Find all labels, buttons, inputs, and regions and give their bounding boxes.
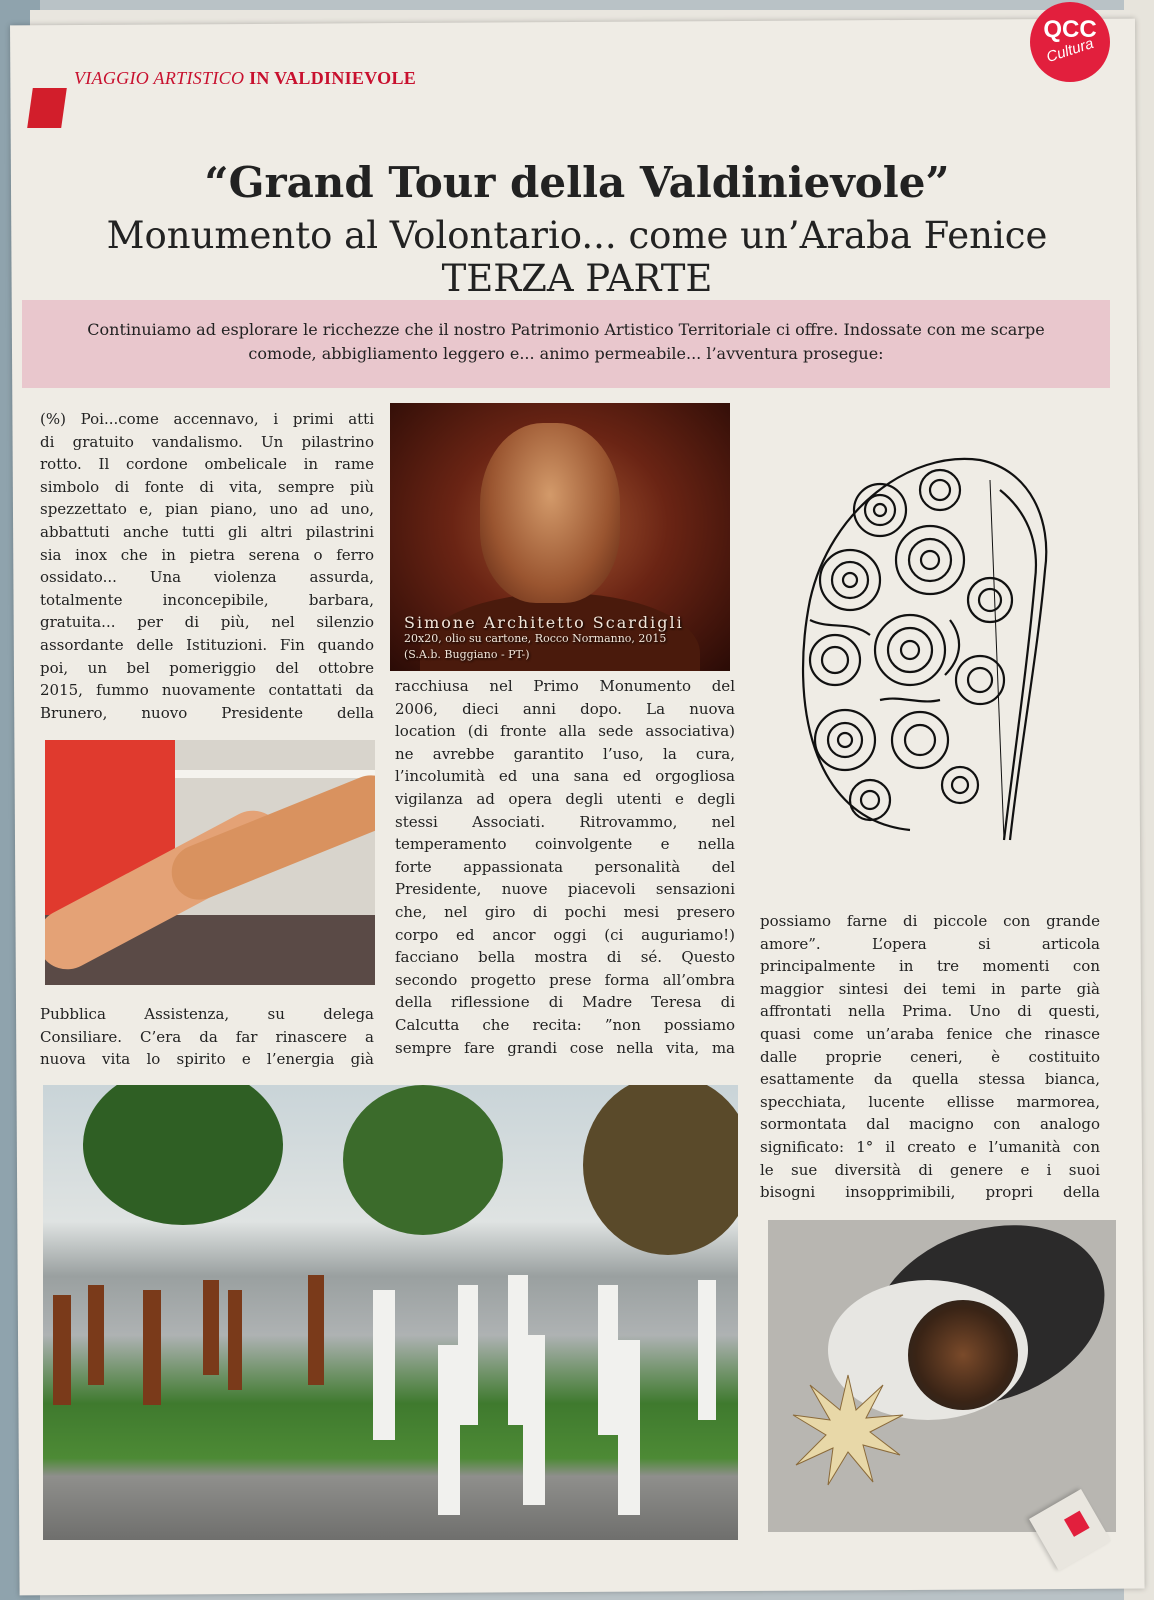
white-post (618, 1340, 640, 1515)
text-line: gratuita... per di più, nel silenzio (40, 613, 374, 632)
text-line: secondo progetto prese forma all’ombra (395, 970, 735, 989)
text-line: bisogni insopprimibili, propri della (760, 1183, 1100, 1202)
monument-park-photo (43, 1085, 738, 1540)
white-post (598, 1285, 618, 1435)
corner-tab (1064, 1511, 1090, 1537)
text-line: affrontati nella Prima. Uno di questi, (760, 1002, 1100, 1021)
photo-tree (343, 1085, 503, 1235)
eye-artwork-photo (768, 1220, 1116, 1532)
text-line: possiamo farne di piccole con grande (760, 912, 1100, 930)
rusted-post (308, 1275, 324, 1385)
text-line: sormontata dal macigno con analogo (760, 1115, 1100, 1134)
text-line: ne avrebbe garantito l’uso, la cura, (395, 744, 735, 763)
body-column-1 (40, 408, 374, 724)
text-line: sia inox che in pietra serena o ferro (40, 545, 374, 564)
text-line: principalmente in tre momenti con (760, 957, 1100, 976)
section-title-prefix: VIAGGIO ARTISTICO (74, 68, 250, 88)
text-line: racchiusa nel Primo Monumento del (395, 677, 735, 695)
section-title-bold: IN VALDINIEVOLE (249, 68, 417, 88)
article-title: “Grand Tour della Valdinievole” (204, 158, 950, 207)
text-line: le sue diversità di genere e i suoi (760, 1160, 1100, 1179)
article-part: TERZA PARTE (441, 257, 713, 300)
rusted-post (53, 1295, 71, 1405)
text-line: (%) Poi...come accennavo, i primi atti (40, 410, 374, 428)
white-post (438, 1345, 460, 1515)
photo-shelf (175, 770, 375, 778)
section-marker (27, 88, 67, 128)
handshake-photo (45, 740, 375, 985)
lead-paragraph (22, 300, 1110, 388)
lead-line: comode, abbigliamento leggero e... animo permeabile... l’avventura prosegue: (248, 344, 884, 363)
logo-text-cultura: Cultura (1044, 34, 1096, 67)
rusted-post (203, 1280, 219, 1375)
text-line: l’incolumità ed una sana ed orgogliosa (395, 767, 735, 786)
text-line: esattamente da quella stessa bianca, (760, 1070, 1100, 1089)
rusted-post (143, 1290, 161, 1405)
portrait-caption-detail: 20x20, olio su cartone, Rocco Normanno, 2015 (404, 632, 667, 645)
text-line: maggior sintesi dei temi in parte già (760, 979, 1100, 998)
text-line: 2015, fummo nuovamente contattati da (40, 681, 374, 700)
rusted-post (228, 1290, 242, 1390)
text-line: spezzettato e, pian piano, uno ad uno, (40, 500, 374, 519)
text-line: nuova vita lo spirito e l’energia già (40, 1050, 374, 1069)
text-line: 2006, dieci anni dopo. La nuova (395, 699, 735, 718)
text-line: poi, un bel pomeriggio del ottobre (40, 658, 374, 677)
text-line: forte appassionata personalità del (395, 857, 735, 876)
logo-text-qcc: QCC (1043, 16, 1097, 43)
text-line: location (di fronte alla sede associativa) (395, 722, 735, 741)
text-line: dalle proprie ceneri, è costituito (760, 1047, 1100, 1066)
text-line: corpo ed ancor oggi (ci auguriamo!) (395, 925, 735, 944)
section-title (74, 68, 416, 89)
paisley-spiral-ornament-icon (790, 450, 1065, 850)
white-post (523, 1335, 545, 1505)
rusted-post (88, 1285, 104, 1385)
white-post (698, 1280, 716, 1420)
text-line: ossidato... Una violenza assurda, (40, 568, 374, 587)
text-line: stessi Associati. Ritrovammo, nel (395, 812, 735, 831)
text-line: sempre fare grandi cose nella vita, ma (395, 1038, 735, 1057)
text-line: facciano bella mostra di sé. Questo (395, 948, 735, 967)
text-line: che, nel giro di pochi mesi presero (395, 902, 735, 921)
portrait-painting (390, 403, 730, 671)
text-line: vigilanza ad opera degli utenti e degli (395, 789, 735, 808)
text-line: rotto. Il cordone ombelicale in rame (40, 455, 374, 474)
text-line: abbattuti anche tutti gli altri pilastrini (40, 522, 374, 541)
photo-tree (583, 1085, 738, 1255)
text-line: della riflessione di Madre Teresa di (395, 993, 735, 1012)
portrait-caption-name: Simone Architetto Scardigli (404, 613, 684, 632)
text-line: di gratuito vandalismo. Un pilastrino (40, 432, 374, 451)
text-line: Brunero, nuovo Presidente della (40, 703, 374, 722)
portrait-face (480, 423, 620, 603)
qcc-cultura-logo (1030, 2, 1110, 82)
text-line: significato: 1° il creato e l’umanità con (760, 1137, 1100, 1156)
article-subtitle: Monumento al Volontario... come un’Araba Fenice (106, 214, 1048, 257)
text-line: quasi come un’araba fenice che rinasce (760, 1024, 1100, 1043)
sun-sculpture-icon (788, 1370, 908, 1490)
text-line: simbolo di fonte di vita, sempre più (40, 477, 374, 496)
text-line: Consiliare. C’era da far rinascere a (40, 1027, 374, 1046)
text-line: totalmente inconcepibile, barbara, (40, 590, 374, 609)
body-column-2 (395, 675, 735, 1059)
eye-iris (908, 1300, 1018, 1410)
text-line: Presidente, nuove piacevoli sensazioni (395, 880, 735, 899)
text-line: Calcutta che recita: ”non possiamo (395, 1015, 735, 1034)
body-column-1-continued (40, 1003, 374, 1071)
white-post (373, 1290, 395, 1440)
text-line: temperamento coinvolgente e nella (395, 835, 735, 854)
photo-tree (83, 1085, 283, 1225)
text-line: amore”. L’opera si articola (760, 934, 1100, 953)
text-line: specchiata, lucente ellisse marmorea, (760, 1092, 1100, 1111)
lead-line: Continuiamo ad esplorare le ricchezze che il nostro Patrimonio Artistico Territoriale ci offre. Indossate con me scarpe (87, 320, 1045, 339)
text-line: Pubblica Assistenza, su delega (40, 1005, 374, 1023)
portrait-caption-location: (S.A.b. Buggiano - PT-) (404, 648, 530, 661)
body-column-3 (760, 910, 1100, 1204)
text-line: assordante delle Istituzioni. Fin quando (40, 635, 374, 654)
white-post (458, 1285, 478, 1425)
